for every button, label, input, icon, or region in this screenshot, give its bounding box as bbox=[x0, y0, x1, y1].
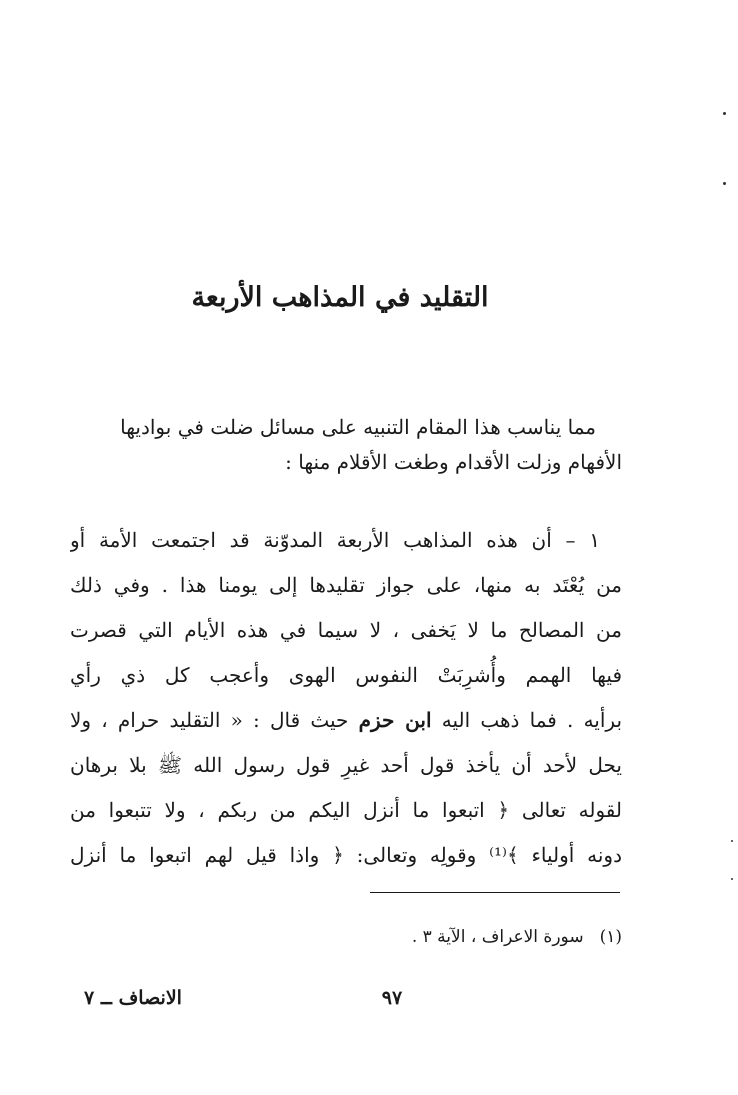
body-line: من يُعْتَد به منها، على جواز تقليدها إلى يومنا هذا . وفي ذلك bbox=[70, 573, 622, 597]
body-text: برأيه . فما ذهب اليه bbox=[441, 708, 622, 732]
body-line: ١ – أن هذه المذاهب الأربعة المدوّنة قد اجتمعت الأمة أو bbox=[70, 528, 600, 552]
body-paragraph bbox=[70, 518, 622, 878]
body-line bbox=[70, 698, 622, 743]
body-line: يحل لأحد أن يأخذ قول أحد غيرِ قول رسول الله ﷺ بلا برهان bbox=[70, 753, 622, 777]
body-text: حيث قال : « التقليد حرام ، ولا bbox=[70, 708, 349, 732]
scan-speck bbox=[723, 112, 726, 115]
intro-line: مما يناسب هذا المقام التنبيه على مسائل ضلت في بواديها bbox=[120, 415, 596, 439]
footnote-number: (١) bbox=[599, 927, 622, 947]
body-line: من المصالح ما لا يَخفى ، لا سيما في هذه الأيام التي قصرت bbox=[70, 618, 622, 642]
intro-line: الأفهام وزلت الأقدام وطغت الأقلام منها : bbox=[285, 450, 622, 474]
scan-speck bbox=[731, 878, 733, 880]
footnote-divider bbox=[370, 892, 620, 893]
scan-speck bbox=[731, 840, 733, 842]
author-name: ابن حزم bbox=[358, 708, 432, 732]
body-line: دونه أولياء ﴾⁽¹⁾ وقولِه وتعالى: ﴿ واذا قيل لهم اتبعوا ما أنزل bbox=[70, 843, 622, 867]
body-line: لقوله تعالى ﴿ اتبعوا ما أنزل اليكم من ربكم ، ولا تتبعوا من bbox=[70, 798, 622, 822]
body-line: فيها الهمم وأُشرِبَتْ النفوس الهوى وأعجب كل ذي رأي bbox=[70, 663, 622, 687]
page-footer bbox=[60, 982, 630, 1014]
intro-paragraph bbox=[70, 410, 622, 480]
scan-speck bbox=[723, 182, 726, 185]
page-number: ٩٧ bbox=[381, 987, 403, 1009]
signature-mark: الانصاف ــ ٧ bbox=[84, 987, 182, 1009]
footnote-text: سورة الاعراف ، الآية ٣ . bbox=[411, 927, 584, 947]
chapter-title: التقليد في المذاهب الأربعة bbox=[191, 282, 489, 313]
footnote bbox=[300, 922, 622, 952]
